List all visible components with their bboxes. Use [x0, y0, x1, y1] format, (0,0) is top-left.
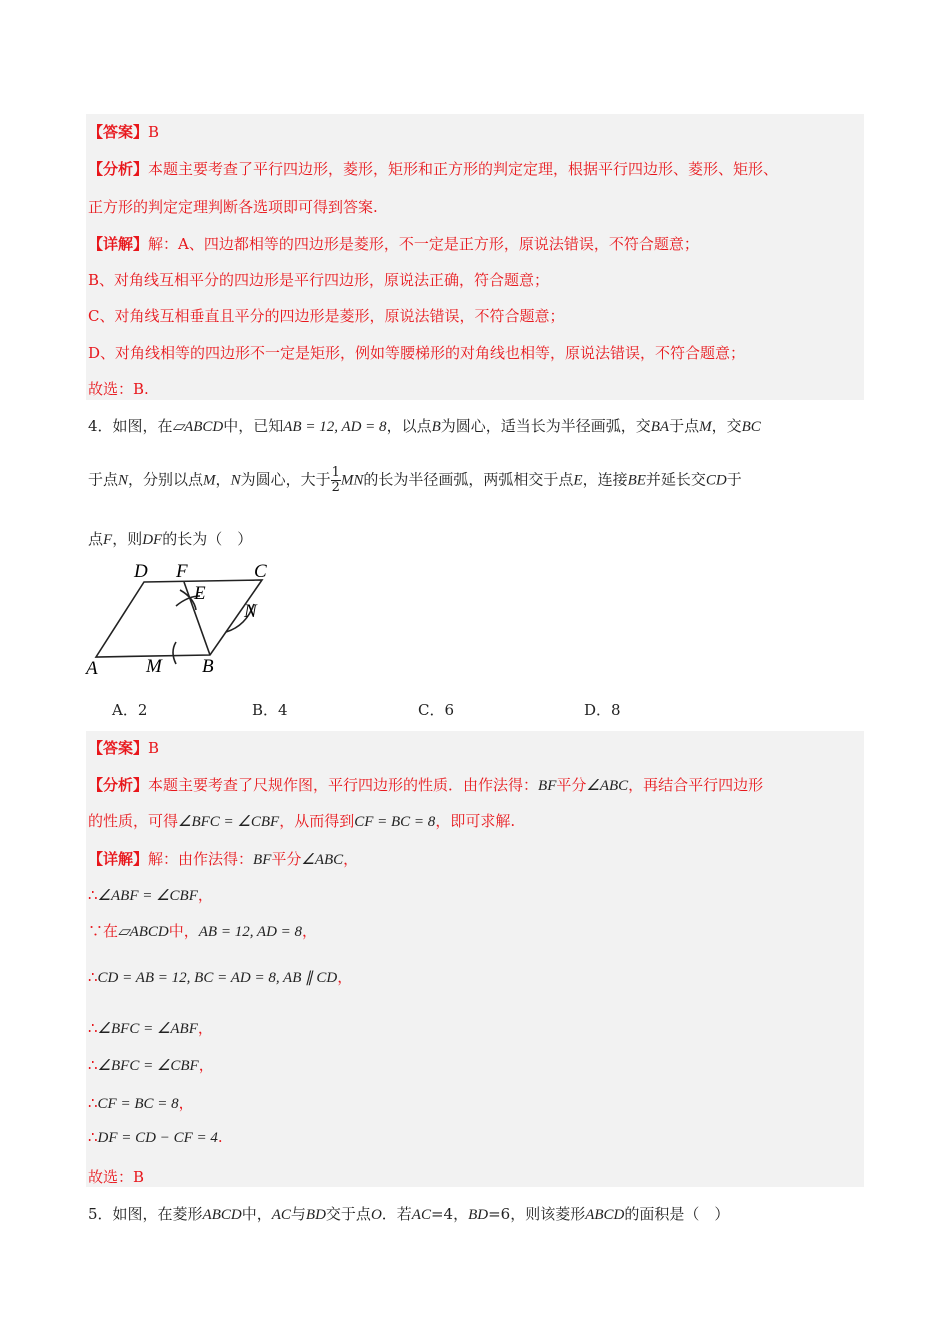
- q5-text: 5．如图，在菱形: [88, 1205, 203, 1223]
- q4-math: N: [230, 472, 241, 489]
- therefore-symbol: ∴: [88, 1094, 98, 1112]
- q5-math: AC: [411, 1207, 431, 1223]
- q4-math: ▱ABCD: [172, 419, 224, 435]
- q5-text: =4，: [430, 1205, 469, 1223]
- arc-m: [173, 642, 176, 664]
- label-n: N: [244, 601, 257, 622]
- analysis-text: ，即可求解.: [435, 812, 516, 830]
- q5-math: ABCD: [202, 1207, 242, 1223]
- q5-text: 的面积是（ ）: [624, 1205, 730, 1223]
- step-punct: ，: [197, 1019, 213, 1037]
- q4-text: ，连接: [582, 470, 628, 489]
- analysis-tag: 【分析】: [88, 776, 149, 794]
- step-punct: ，: [302, 922, 318, 940]
- step-punct: ，: [197, 886, 213, 904]
- analysis-text: ，从而得到: [279, 812, 355, 830]
- detail-text: 解：A、四边都相等的四边形是菱形，不一定是正方形，原说法错误，不符合题意；: [148, 235, 699, 253]
- answer-tag: 【答案】: [88, 739, 149, 757]
- q5-line: [88, 1203, 729, 1224]
- q4-step2: [88, 920, 317, 941]
- answer-tag: 【答案】: [88, 123, 149, 141]
- q5-math: ABCD: [585, 1207, 625, 1223]
- q5-text: ．若: [381, 1205, 412, 1223]
- analysis-text: 的性质，可得: [88, 812, 179, 830]
- q4-text: 4．如图，在: [88, 417, 173, 435]
- option-c: C．6: [418, 701, 455, 719]
- answer-value: B: [148, 739, 160, 757]
- q4-step5: [88, 1054, 214, 1075]
- detail-math: ∠ABC: [301, 852, 344, 868]
- q4-line3: [88, 528, 252, 549]
- q4-math: CD: [705, 472, 727, 489]
- frac-den: 2: [331, 480, 340, 495]
- q4-analysis-line1: [88, 774, 763, 795]
- frac-num: 1: [331, 465, 340, 480]
- q4-text: 于: [726, 470, 742, 489]
- q4-choose: 故选：B: [88, 1168, 145, 1186]
- q4-step3: [88, 966, 352, 987]
- parallelogram-abcd: [96, 580, 262, 657]
- q4-text: 于点: [88, 470, 119, 489]
- answer-value: B: [148, 123, 160, 141]
- analysis-text: 平分: [556, 776, 587, 794]
- step-math: CF = BC = 8: [97, 1096, 179, 1112]
- analysis-tag: 【分析】: [88, 160, 149, 178]
- step-text: 在: [103, 922, 119, 940]
- step-punct: ，: [198, 1056, 214, 1074]
- q4-math: N: [118, 472, 129, 489]
- prev-detail-line4: D、对角线相等的四边形不一定是矩形，例如等腰梯形的对角线也相等，原说法错误，不符合题意；: [88, 344, 746, 362]
- q4-step1: [88, 884, 213, 905]
- q4-text: 中，已知: [223, 417, 284, 435]
- step-math: ∠BFC = ∠CBF: [97, 1058, 199, 1074]
- detail-tag: 【详解】: [88, 850, 149, 868]
- step-math: ∠BFC = ∠ABF: [97, 1021, 198, 1037]
- step-math: CD = AB = 12, BC = AD = 8, AB ∥ CD: [97, 970, 338, 986]
- detail-math: BF: [253, 852, 272, 868]
- analysis-text: ，再结合平行四边形: [628, 776, 764, 794]
- analysis-math: ∠BFC = ∠CBF: [178, 814, 280, 830]
- q4-text: 并延长交: [645, 470, 706, 489]
- prev-analysis-line1: [88, 158, 778, 179]
- q4-math: M: [699, 419, 712, 435]
- analysis-math: CF = BC = 8: [354, 814, 436, 830]
- q4-text: 点: [88, 530, 104, 548]
- parallelogram-figure: [84, 560, 284, 680]
- therefore-symbol: ∴: [88, 1019, 98, 1037]
- q4-math: B: [431, 419, 441, 435]
- q4-text: 的长为半径画弧，两弧相交于点: [363, 470, 574, 489]
- step-math: ▱ABCD: [118, 924, 169, 940]
- q5-text: 中，: [241, 1205, 272, 1223]
- q4-math: DF: [142, 532, 163, 548]
- q4-text: 于点: [669, 417, 700, 435]
- analysis-text: 本题主要考查了尺规作图，平行四边形的性质．由作法得：: [148, 776, 539, 794]
- q4-text: ，以点: [386, 417, 432, 435]
- q4-line2: [88, 466, 742, 495]
- label-a: A: [86, 658, 98, 679]
- label-c: C: [254, 561, 267, 582]
- q4-math: BE: [627, 472, 646, 489]
- analysis-text: 本题主要考查了平行四边形，菱形，矩形和正方形的判定定理，根据平行四边形、菱形、矩形、: [148, 160, 779, 178]
- q4-line1: [88, 415, 761, 436]
- therefore-symbol: ∴: [88, 1128, 98, 1146]
- q4-text: ，交: [711, 417, 742, 435]
- q4-text: ，: [215, 470, 231, 489]
- label-f: F: [176, 561, 188, 582]
- q5-text: =6，则该菱形: [488, 1205, 586, 1223]
- label-d: D: [134, 561, 148, 582]
- q4-step4: [88, 1017, 213, 1038]
- label-e: E: [194, 583, 206, 604]
- step-text: 中，: [168, 922, 199, 940]
- option-d: D．8: [584, 701, 621, 719]
- q4-math: F: [103, 532, 113, 548]
- q4-math: BA: [650, 419, 670, 435]
- step-math: AB = 12, AD = 8: [198, 924, 303, 940]
- detail-tag: 【详解】: [88, 235, 149, 253]
- q4-solution-box: [86, 731, 864, 1187]
- option-a: A．2: [112, 701, 148, 719]
- prev-detail-line2: B、对角线互相平分的四边形是平行四边形，原说法正确，符合题意；: [88, 271, 550, 289]
- step-punct: ，: [178, 1094, 194, 1112]
- q4-text: ，则: [112, 530, 143, 548]
- q5-text: 交于点: [325, 1205, 371, 1223]
- q4-text: 的长为（ ）: [162, 530, 253, 548]
- detail-text: ，: [343, 850, 359, 868]
- step-punct: .: [217, 1128, 223, 1146]
- q4-answer: [88, 737, 159, 758]
- q4-detail-line: [88, 848, 358, 869]
- q4-math: E: [573, 472, 583, 489]
- q4-step7: [88, 1128, 223, 1147]
- q4-analysis-line2: [88, 810, 515, 831]
- q4-math: AB = 12, AD = 8: [283, 419, 387, 435]
- detail-text: 解：由作法得：: [148, 850, 254, 868]
- q5-math: BD: [305, 1207, 326, 1223]
- prev-answer: [88, 121, 159, 142]
- q5-math: BD: [468, 1207, 489, 1223]
- therefore-symbol: ∴: [88, 968, 98, 986]
- label-b: B: [202, 656, 214, 677]
- because-symbol: ∵: [88, 922, 104, 940]
- q5-text: 与: [290, 1205, 306, 1223]
- analysis-math: ∠ABC: [586, 778, 629, 794]
- q4-math: BC: [741, 419, 761, 435]
- q4-text: ，分别以点: [128, 470, 204, 489]
- step-math: ∠ABF = ∠CBF: [97, 888, 198, 904]
- prev-detail-line1: [88, 233, 699, 254]
- q4-math: MN: [340, 472, 364, 489]
- analysis-math: BF: [538, 778, 557, 794]
- detail-text: 平分: [271, 850, 302, 868]
- prev-analysis-line2: 正方形的判定定理判断各选项即可得到答案.: [88, 198, 378, 216]
- label-m: M: [146, 656, 162, 677]
- prev-choose: 故选：B.: [88, 380, 149, 398]
- option-b: B．4: [252, 701, 288, 719]
- therefore-symbol: ∴: [88, 1056, 98, 1074]
- q5-math: AC: [271, 1207, 291, 1223]
- q4-text: 为圆心，适当长为半径画弧，交: [440, 417, 651, 435]
- therefore-symbol: ∴: [88, 886, 98, 904]
- step-math: DF = CD − CF = 4: [97, 1130, 218, 1146]
- q4-text: 为圆心，大于: [240, 470, 331, 489]
- step-punct: ，: [337, 968, 353, 986]
- prev-detail-line3: C、对角线互相垂直且平分的四边形是菱形，原说法错误，不符合题意；: [88, 307, 565, 325]
- fraction-half: [331, 466, 341, 495]
- q5-math: O: [370, 1207, 382, 1223]
- q4-step6: [88, 1092, 194, 1113]
- q4-math: M: [203, 472, 216, 489]
